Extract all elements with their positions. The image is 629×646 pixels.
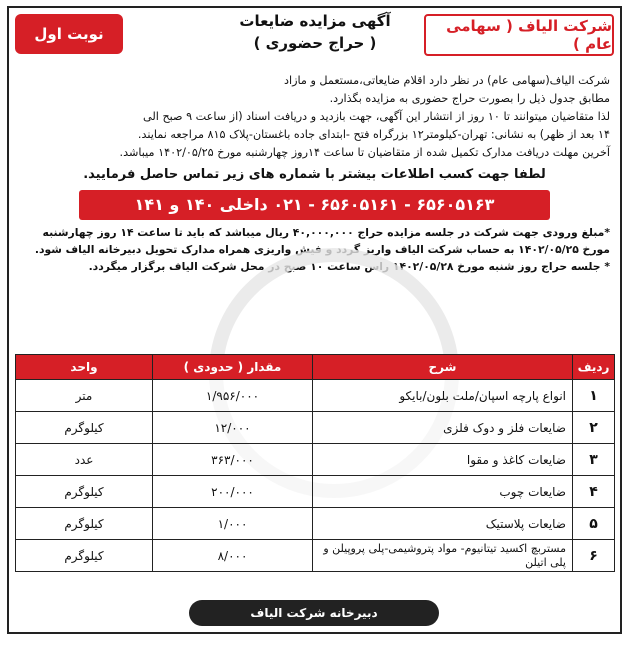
row-quantity: ۳۶۳/۰۰۰ bbox=[153, 444, 313, 476]
row-number: ۲ bbox=[573, 412, 615, 444]
table-row bbox=[16, 476, 615, 508]
table-row bbox=[16, 412, 615, 444]
row-unit: عدد bbox=[16, 444, 153, 476]
body-paragraph: آخرین مهلت دریافت مدارک تکمیل شده از متقاضیان تا ساعت ۱۴روز چهارشنبه مورخ ۱۴۰۲/۰۵/۲۵ میباشد. bbox=[119, 146, 610, 159]
table-row bbox=[16, 380, 615, 412]
table-header-row bbox=[16, 355, 615, 380]
header-row-number: ردیف bbox=[573, 355, 615, 380]
ad-title-sub: ( حراج حضوری ) bbox=[253, 34, 377, 52]
contact-line: لطفا جهت کسب اطلاعات بیشتر با شماره های زیر تماس حاصل فرمایید. bbox=[83, 167, 546, 182]
header bbox=[9, 8, 620, 72]
round-badge: نوبت اول bbox=[15, 14, 123, 54]
body-paragraph: مطابق جدول ذیل را بصورت حراج حضوری به مزایده بگذارد. bbox=[329, 92, 610, 105]
row-description: مستربچ اکسید تیتانیوم- مواد پتروشیمی-پلی پروپیلن و پلی اتیلن bbox=[313, 540, 573, 572]
row-unit: کیلوگرم bbox=[16, 412, 153, 444]
row-quantity: ۱۲/۰۰۰ bbox=[153, 412, 313, 444]
note-line: *مبلغ ورودی جهت شرکت در جلسه مزایده حراج ۴۰,۰۰۰,۰۰۰ ریال میباشد که باید تا ساعت ۱۴ روز چهارشنبه bbox=[42, 226, 610, 239]
row-number: ۳ bbox=[573, 444, 615, 476]
row-number: ۱ bbox=[573, 380, 615, 412]
phone-numbers: ۶۵۶۰۵۱۶۳ - ۶۵۶۰۵۱۶۱ - ۰۲۱ داخلی ۱۴۰ و ۱۴۱ bbox=[79, 190, 550, 220]
row-unit: کیلوگرم bbox=[16, 508, 153, 540]
row-description: ضایعات پلاستیک bbox=[313, 508, 573, 540]
note-line: مورخ ۱۴۰۲/۰۵/۲۵ به حساب شرکت الیاف واریز گردد و فیش واریزی همراه مدارک تحویل دبیرخانه الیاف شود. bbox=[34, 243, 610, 256]
row-number: ۵ bbox=[573, 508, 615, 540]
row-quantity: ۲۰۰/۰۰۰ bbox=[153, 476, 313, 508]
body-paragraph: شرکت الیاف(سهامی عام) در نظر دارد اقلام ضایعاتی،مستعمل و مازاد bbox=[284, 74, 610, 87]
row-number: ۶ bbox=[573, 540, 615, 572]
body-paragraph: لذا متقاضیان میتوانند تا ۱۰ روز از انتشار این آگهی، جهت بازدید و دریافت اسناد (از ساعت ۹ صبح الی bbox=[143, 110, 610, 123]
table-row bbox=[16, 508, 615, 540]
header-unit: واحد bbox=[16, 355, 153, 380]
row-description: انواع پارچه اسپان/ملت بلون/بایکو bbox=[313, 380, 573, 412]
row-quantity: ۱/۰۰۰ bbox=[153, 508, 313, 540]
header-description: شرح bbox=[313, 355, 573, 380]
row-quantity: ۱/۹۵۶/۰۰۰ bbox=[153, 380, 313, 412]
row-description: ضایعات چوب bbox=[313, 476, 573, 508]
row-description: ضایعات کاغذ و مقوا bbox=[313, 444, 573, 476]
auction-notice bbox=[7, 6, 622, 634]
row-quantity: ۸/۰۰۰ bbox=[153, 540, 313, 572]
row-unit: متر bbox=[16, 380, 153, 412]
table-row bbox=[16, 540, 615, 572]
ad-title-main: آگهی مزایده ضایعات bbox=[239, 12, 391, 30]
note-line: * جلسه حراج روز شنبه مورخ ۱۴۰۲/۰۵/۲۸ راس ساعت ۱۰ صبح در محل شرکت الیاف برگزار میگردد. bbox=[88, 260, 610, 273]
row-unit: کیلوگرم bbox=[16, 476, 153, 508]
ad-title bbox=[215, 10, 415, 54]
body-text bbox=[9, 72, 620, 184]
footer-label: دبیرخانه شرکت الیاف bbox=[189, 600, 439, 626]
header-quantity: مقدار ( حدودی ) bbox=[153, 355, 313, 380]
company-name: شرکت الیاف ( سهامی عام ) bbox=[424, 14, 614, 56]
row-description: ضایعات فلز و دوک فلزی bbox=[313, 412, 573, 444]
table-row bbox=[16, 444, 615, 476]
row-number: ۴ bbox=[573, 476, 615, 508]
body-paragraph: ۱۴ بعد از ظهر) به نشانی: تهران-کیلومتر۱۲ بزرگراه فتح -ابتدای جاده باغستان-پلاک ۸۱۵ مراجعه نمایند. bbox=[137, 128, 610, 141]
items-table bbox=[15, 354, 615, 572]
row-unit: کیلوگرم bbox=[16, 540, 153, 572]
